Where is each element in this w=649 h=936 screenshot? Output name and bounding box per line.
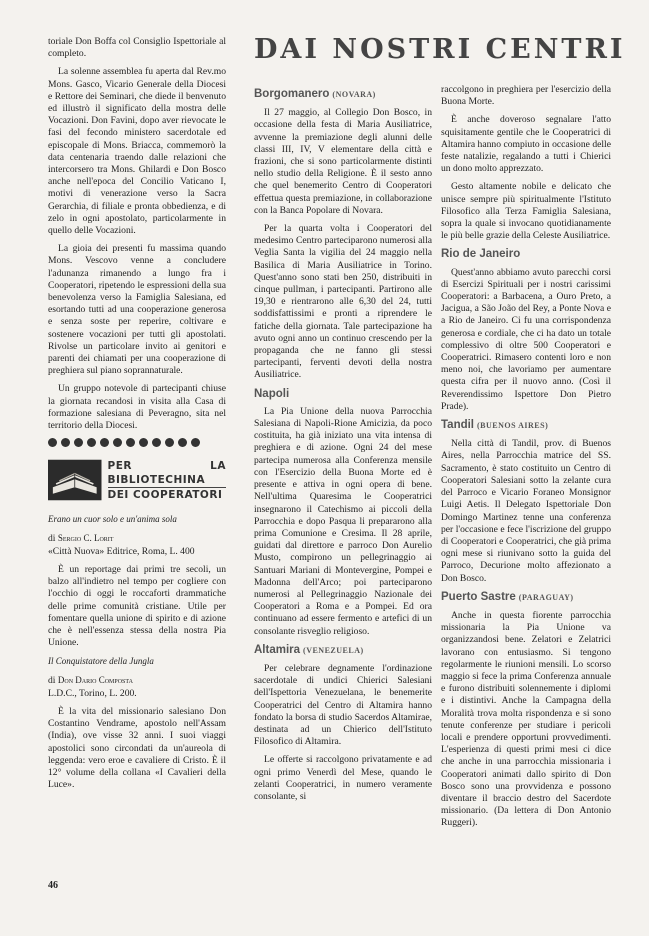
column-right: [441, 84, 611, 836]
section-heading-title: Rio de Janeiro: [441, 248, 521, 261]
book-description: È la vita del missionario salesiano Don Costantino Vendrame, apostolo nell'Assam (India), ove visse 32 anni. I suoi viaggi apostolici sono circondati da un'aureola di leggenda: vero eroe e cavaliere di Cristo. È il 12° volume della collana «I Cavalieri della Luce».: [48, 705, 226, 791]
page-number: 46: [48, 880, 58, 891]
paragraph: La solenne assemblea fu aperta dal Rev.mo Mons. Gasco, Vicario Generale della Diocesi e Rettore dei Seminari, che diede il benvenuto ed illustrò il significato della mostra delle Vocazioni. Don Favini, dopo aver rievocate le fasi del fecondo ministero sacerdotale ed episcopale di Mons. Briacca, commemorò la data centenaria traendo dalle relazioni che intercorsero tra Mons. Ghilardi e Don Bosco anche nell'epoca del Concilio Vaticano I, motivi di venerazione verso la Sacra Gerarchia, di filiale e pronta obbedienza, e di zelo in ogni apostolato, particolarmente in quello delle Vocazioni.: [48, 66, 226, 237]
section-heading-title: Borgomanero: [254, 88, 330, 100]
section-heading-subtitle: (BUENOS AIRES): [477, 421, 549, 431]
book-title: Erano un cuor solo e un'anima sola: [48, 514, 177, 525]
paragraph: Gesto altamente nobile e delicato che unisce sempre più spiritualmente l'Istituto Filosofico alla Terza Famiglia Salesiana, sopra la quale si invocano quotidianamente le più belle grazie della Celeste Ausiliatrice.: [441, 181, 611, 242]
paragraph: toriale Don Boffa col Consiglio Ispettoriale al completo.: [48, 36, 226, 60]
bibliotechina-title-line1: PER LA BIBLIOTECHINA: [107, 459, 226, 486]
book-author-prefix: di: [48, 532, 56, 544]
open-book-icon: [48, 455, 102, 505]
section-heading-title: Altamira: [254, 643, 301, 656]
paragraph: Nella città di Tandil, prov. di Buenos Aires, nella Parrocchia matrice del SS. Sacramento, è stato costituito un Centro di Cooperatori Salesiani sotto la zelante cura del Parroco e Vicario Foraneo Monsignor Luigi Aetis. Il Delegato Ispettoriale Don Domingo Martinez tenne una conferenza per l'occasione e fece l'iscrizione del gruppo di Cooperatori e Cooperatrici, che già prima ogni mese si riunivano sotto la guida del Parroco, Decurione molto affezionato a Don Bosco.: [441, 438, 611, 584]
book-description: È un reportage dai primi tre secoli, un balzo all'indietro nel tempo per cogliere con l'occhio di oggi le roccaforti drammatiche delle prime comunità cristiane. Utile per fomentare quella unione di spirito e di azione che è nell'essenza stessa della nostra Pia Unione.: [48, 563, 226, 649]
book-publisher: «Città Nuova» Editrice, Roma, L. 400: [48, 545, 195, 557]
section-heading: [254, 388, 432, 400]
paragraph: Per la quarta volta i Cooperatori del medesimo Centro parteciparono numerosi alla Veglia Santa la vigilia del 24 maggio nella Basilica di Maria Ausiliatrice in Torino. Quest'anno sono stati ben 250, distribuiti in cinque pullman, i partecipanti. Partirono alle 19,30 e rientrarono alle 6,30 del 24, tutti soddisfattissimi e pronti a riprendere le fatiche della giornata. Tale partecipazione ha avuto ogni anno un continuo crescendo per la propaganda che ne fanno gli stessi partecipanti, ferventi devoti della nostra Ausiliatrice.: [254, 223, 432, 381]
paragraph: Quest'anno abbiamo avuto parecchi corsi di Esercizi Spirituali per i nostri carissimi Cooperatori: a Barbacena, a Ouro Preto, a Jacigua, a São João del Rey, a Ponte Nova e a Rio de Janeiro. Ci fu una corrispondenza generosa e cordiale, che ci ha dato un totale complessivo di oltre 500 Cooperatori e Cooperatrici. Rimasero contenti loro e non meno noi, che lavoriamo per aumentare questa cifra per il nuovo anno. (Così il Reverendissimo Ispettore Don Pietro Prade).: [441, 266, 611, 412]
column-left: [48, 36, 226, 797]
section-heading: [254, 88, 432, 101]
section-heading-subtitle: (NOVARA): [332, 90, 376, 99]
section-heading-title: Tandil: [441, 419, 475, 432]
bibliotechina-header: [48, 455, 226, 505]
book-author: Don Dario Composta: [57, 674, 133, 685]
book-author-prefix: di: [48, 674, 56, 686]
section-heading-subtitle: (PARAGUAY): [518, 592, 574, 602]
section-heading: [254, 644, 432, 657]
dot-divider: [48, 438, 226, 447]
column-middle: [254, 84, 432, 809]
paragraph: Un gruppo notevole di partecipanti chiuse la giornata recandosi in visita alla Casa di formazione salesiana di Peveragno, sita nel territorio della Diocesi.: [48, 383, 226, 432]
paragraph: La Pia Unione della nuova Parrocchia Salesiana di Napoli-Rione Amicizia, da poco costituita, ha già iniziato una vita intensa di preghiera e di azione. Ogni 24 del mese partecipa numerosa alla Conferenza mensile con l'Esercizio della Buona Morte ed è presente e attiva in ogni opera di bene. Nell'ultima Quaresima le Cooperatrici insegnarono il Catechismo ai piccoli della Parrocchia e dopo Pasqua li prepararono alla prima Comunione e Cresima. Il 28 aprile, guidati dal direttore e parroco Don Aurelio Musto, compirono un pellegrinaggio ai Santuari Mariani di Montevergine, Pompei e Madonna dell'Arco; poi parteciparono numerosi al Pellegrinaggio Nazionale dei Cooperatori a Roma e a Pompei. Ed ora continuano ad essere fermento e artefici di un consolante risveglio religioso.: [254, 405, 432, 637]
section-heading: [441, 248, 611, 260]
paragraph: Anche in questa fiorente parrocchia missionaria la Pia Unione va organizzandosi bene. Zelatori e Zelatrici lavorano con entusiasmo. Si tengono regolarmente le riunioni mensili. Lo scorso maggio si fece la prima Conferenza annuale e furono distribuiti solennemente i diplomi e i distintivi. Anche la Campagna della Moralità trova molta rispondenza e si sono tenute conferenze per studiare i pericoli locali e prendere opportuni provvedimenti. L'esperienza di questi primi mesi ci dice che anche in una parrocchia missionaria i Cooperatori animati dallo spirito di Don Bosco sono una provvidenza e possono diventare il braccio destro del Sacerdote missionario. (Da lettera di Don Antonio Ruggeri).: [441, 609, 611, 829]
paragraph: Il 27 maggio, al Collegio Don Bosco, in occasione della festa di Maria Ausiliatrice, avvenne la premiazione degli alunni delle classi III, IV, V elementare della città e frazioni, che si sono particolarmente distinti nello studio della Religione. È il sesto anno che quel benemerito Centro di Cooperatori effettua questa premiazione, in collaborazione con la Banca Popolare di Novara.: [254, 107, 432, 216]
paragraph: La gioia dei presenti fu massima quando Mons. Vescovo venne a concludere l'adunanza rimanendo a lungo fra i Cooperatori, ripetendo le espressioni della sua benevolenza verso la Famiglia Salesiana, ed esortando tutti ad una cooperazione generosa e senza soste per reperire, coltivare e sostenere vocazioni per tutti gli apostolati. Rivolse un particolare invito ai genitori e parenti dei chiamati per una cooperazione di preghiera sul piano soprannaturale.: [48, 243, 226, 377]
section-heading-title: Puerto Sastre: [441, 590, 516, 603]
section-heading: [441, 419, 611, 432]
bibliotechina-title-line2: DEI COOPERATORI: [107, 488, 223, 501]
section-heading-subtitle: (VENEZUELA): [303, 645, 364, 655]
paragraph: È anche doveroso segnalare l'atto squisitamente gentile che le Cooperatrici di Altamira hanno compiuto in occasione delle feste natalizie, regalando a tutti i Chierici un dono molto apprezzato.: [441, 114, 611, 175]
paragraph: Le offerte si raccolgono privatamente e ad ogni primo Venerdì del Mese, quando le zelanti Cooperatrici, in numero veramente consolante, si: [254, 754, 432, 802]
book-title: Il Conquistatore della Jungla: [48, 656, 154, 667]
paragraph: raccolgono in preghiera per l'esercizio della Buona Morte.: [441, 84, 611, 108]
bibliotechina-title: [108, 459, 227, 502]
section-heading: [441, 591, 611, 604]
book-author: Sergio C. Lorit: [57, 532, 114, 543]
page-title: DAI NOSTRI CENTRI: [254, 34, 626, 65]
section-heading-title: Napoli: [254, 387, 290, 400]
book-publisher: L.D.C., Torino, L. 200.: [48, 687, 137, 699]
paragraph: Per celebrare degnamente l'ordinazione sacerdotale di undici Chierici Salesiani dell'Ispettoria Venezuelana, le benemerite Cooperatrici del Centro di Altamira hanno fondato la borsa di studio Sacerdos Altamirae, destinata ad un Chierico dell'Istituto Filosofico di Altamira.: [254, 662, 432, 748]
